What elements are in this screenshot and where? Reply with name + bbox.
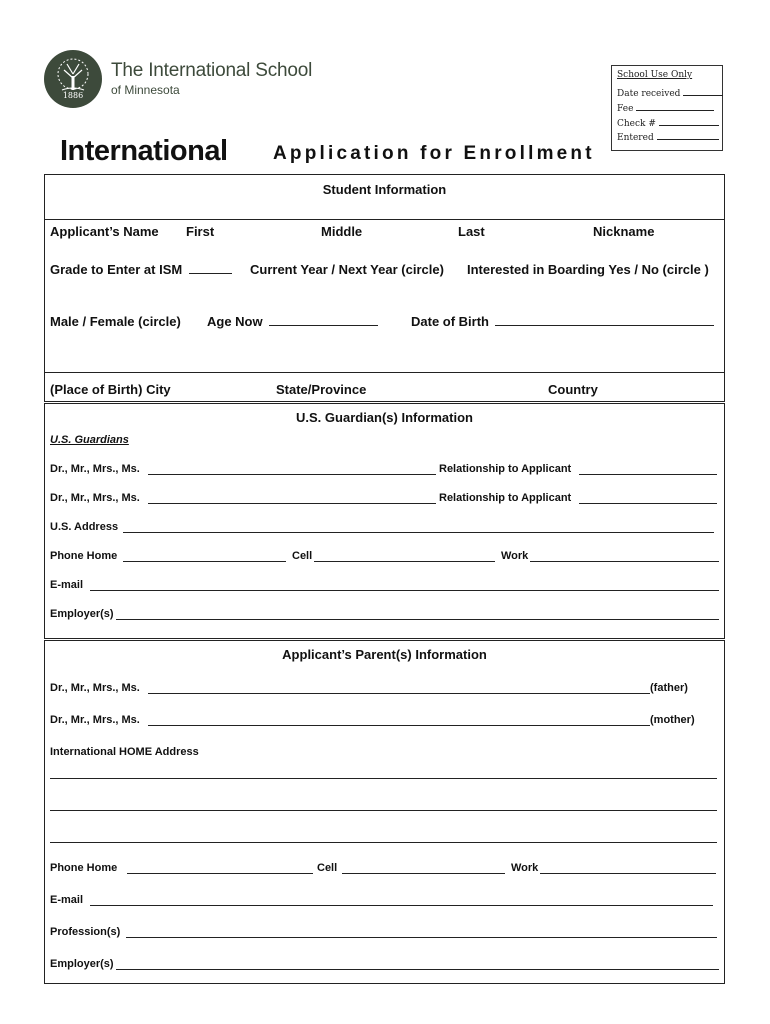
boarding-label: Interested in Boarding Yes / No (circle ) — [467, 262, 709, 277]
guardian1-relationship-field[interactable] — [579, 464, 717, 475]
mother-label: (mother) — [650, 714, 695, 726]
guardian-work-field[interactable] — [530, 551, 719, 562]
middle-name-label: Middle — [321, 224, 363, 239]
guardian-email-label: E-mail — [50, 579, 84, 591]
date-received-label: Date received — [617, 89, 681, 99]
current-year-label: Current Year / Next Year (circle) — [250, 262, 444, 277]
divider — [45, 372, 724, 373]
gender-label: Male / Female (circle) — [50, 314, 181, 329]
mother-honorific-label: Dr., Mr., Mrs., Ms. — [50, 714, 140, 726]
guardian-subheading: U.S. Guardians — [50, 434, 129, 446]
check-label: Check # — [617, 119, 656, 129]
first-name-label: First — [186, 224, 215, 239]
page-title: International — [60, 135, 228, 167]
school-use-heading: School Use Only — [617, 70, 693, 80]
divider — [45, 219, 724, 220]
parent-phone-home-field[interactable] — [127, 863, 313, 874]
guardian-phone-home-label: Phone Home — [50, 550, 118, 562]
parent-section-title: Applicant’s Parent(s) Information — [282, 647, 487, 662]
check-line[interactable] — [659, 115, 719, 126]
mother-name-field[interactable] — [148, 715, 650, 726]
dob-label: Date of Birth — [411, 314, 489, 329]
guardian-phone-home-field[interactable] — [123, 551, 286, 562]
home-address-line-3[interactable] — [50, 832, 717, 843]
age-now-label: Age Now — [207, 314, 263, 329]
student-section-title: Student Information — [322, 182, 447, 197]
us-address-label: U.S. Address — [50, 521, 119, 533]
school-logo — [44, 50, 102, 108]
guardian-cell-label: Cell — [292, 550, 313, 562]
us-address-field[interactable] — [123, 522, 714, 533]
school-subtitle: of Minnesota — [111, 83, 180, 97]
last-name-label: Last — [458, 224, 485, 239]
grade-label: Grade to Enter at ISM — [50, 262, 183, 277]
applicant-name-label: Applicant’s Name — [50, 224, 159, 239]
guardian-email-field[interactable] — [90, 580, 719, 591]
birth-city-label: (Place of Birth) City — [50, 382, 171, 397]
parent-cell-field[interactable] — [342, 863, 505, 874]
nickname-label: Nickname — [593, 224, 655, 239]
home-address-line-1[interactable] — [50, 768, 717, 779]
guardian2-honorific-label: Dr., Mr., Mrs., Ms. — [50, 492, 140, 504]
parent-cell-label: Cell — [317, 862, 338, 874]
entered-line[interactable] — [657, 129, 719, 140]
parent-employer-label: Employer(s) — [50, 958, 114, 970]
guardian2-relationship-field[interactable] — [579, 493, 717, 504]
father-label: (father) — [650, 682, 688, 694]
parent-phone-home-label: Phone Home — [50, 862, 118, 874]
state-label: State/Province — [276, 382, 367, 397]
logo-year: 1886 — [62, 91, 84, 100]
fee-label: Fee — [617, 104, 634, 114]
guardian1-relationship-label: Relationship to Applicant — [439, 463, 572, 475]
student-section — [44, 174, 725, 402]
country-label: Country — [548, 382, 598, 397]
profession-label: Profession(s) — [50, 926, 121, 938]
date-received-line[interactable] — [683, 85, 723, 96]
dob-field[interactable] — [495, 315, 714, 326]
school-name: The International School — [111, 60, 313, 81]
parent-work-field[interactable] — [540, 863, 716, 874]
guardian1-name-field[interactable] — [148, 464, 436, 475]
home-address-label: International HOME Address — [50, 746, 199, 758]
guardian-work-label: Work — [501, 550, 529, 562]
father-honorific-label: Dr., Mr., Mrs., Ms. — [50, 682, 140, 694]
home-address-line-2[interactable] — [50, 800, 717, 811]
age-now-field[interactable] — [269, 315, 378, 326]
parent-email-label: E-mail — [50, 894, 84, 906]
father-name-field[interactable] — [148, 683, 650, 694]
guardian2-relationship-label: Relationship to Applicant — [439, 492, 572, 504]
guardian1-honorific-label: Dr., Mr., Mrs., Ms. — [50, 463, 140, 475]
guardian-employer-field[interactable] — [116, 609, 719, 620]
fee-line[interactable] — [636, 100, 714, 111]
school-use-box — [611, 65, 723, 151]
guardian-employer-label: Employer(s) — [50, 608, 114, 620]
parent-employer-field[interactable] — [116, 959, 719, 970]
entered-label: Entered — [617, 133, 654, 143]
form-title: Application for Enrollment — [273, 143, 595, 164]
guardian-cell-field[interactable] — [314, 551, 495, 562]
parent-work-label: Work — [511, 862, 539, 874]
guardian-section — [44, 403, 725, 639]
profession-field[interactable] — [126, 927, 717, 938]
guardian2-name-field[interactable] — [148, 493, 436, 504]
guardian-section-title: U.S. Guardian(s) Information — [296, 410, 473, 425]
parent-email-field[interactable] — [90, 895, 713, 906]
grade-field[interactable] — [189, 263, 232, 274]
